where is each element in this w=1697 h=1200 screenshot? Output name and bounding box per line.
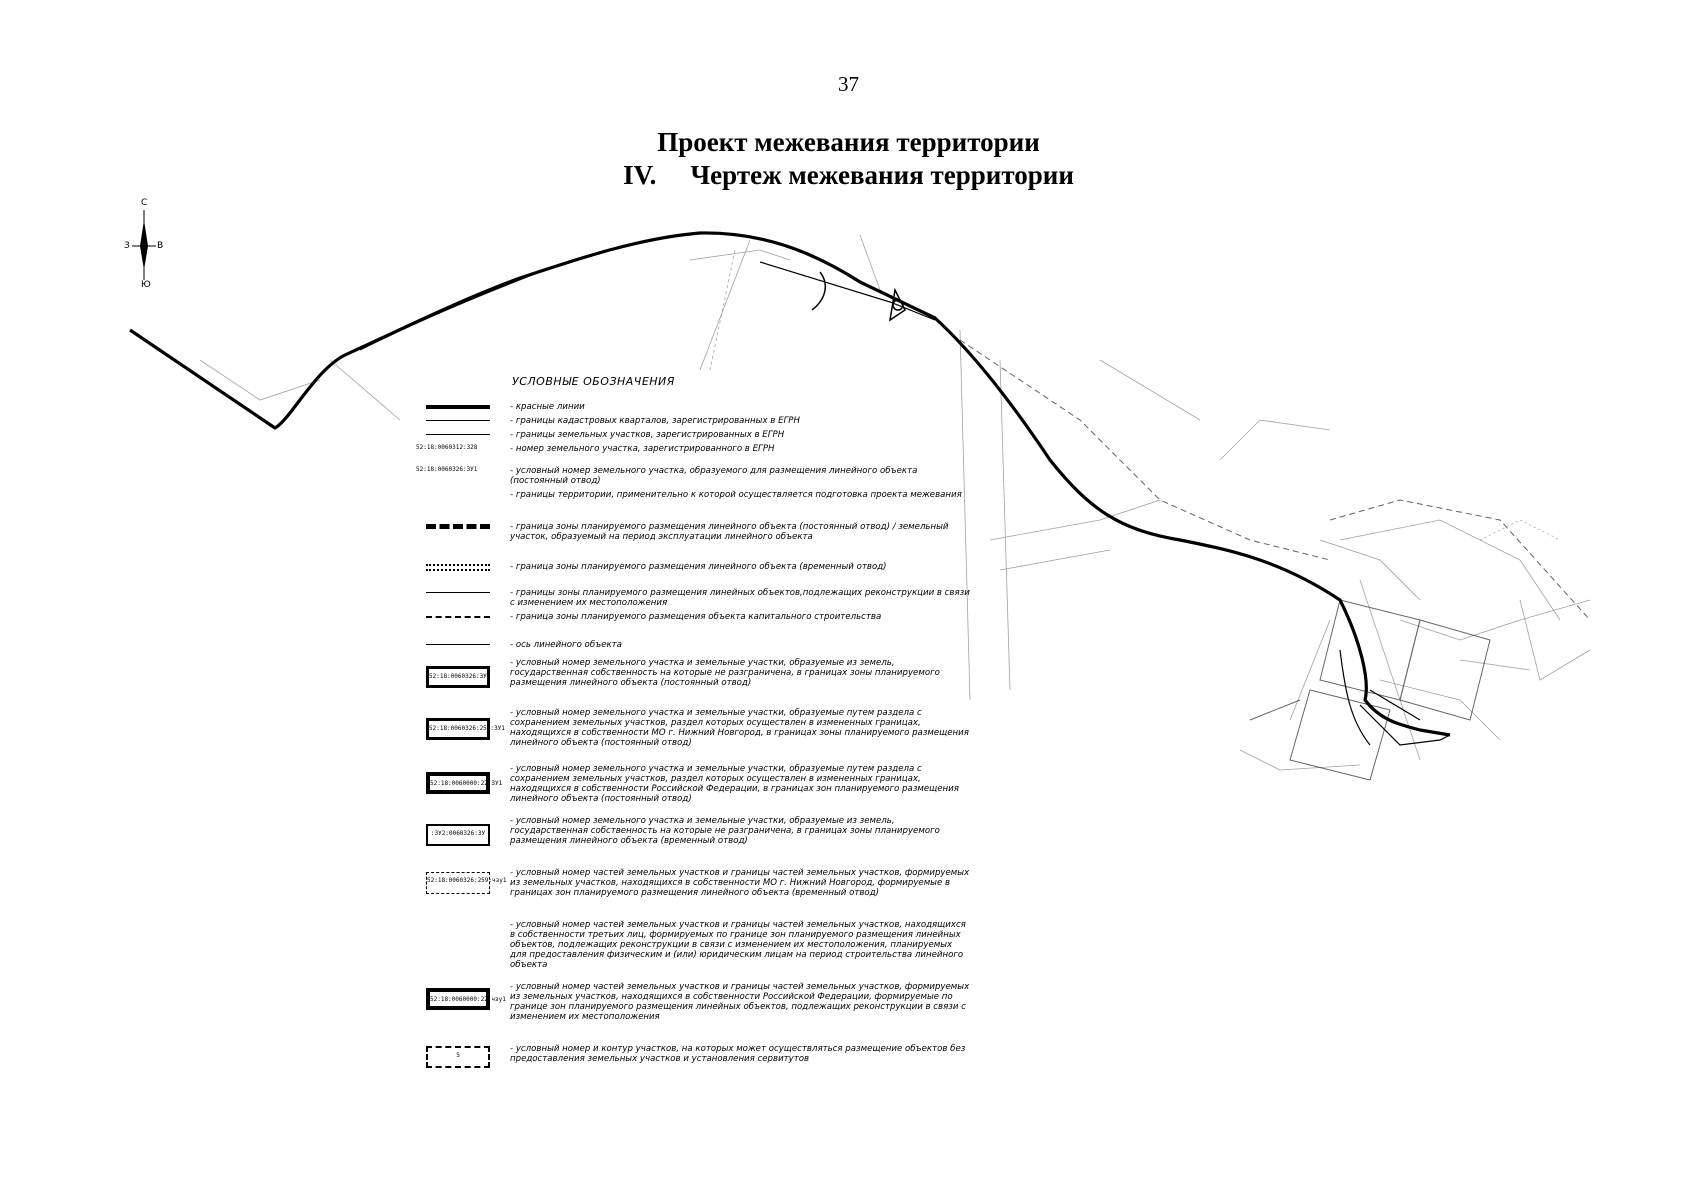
legend-item-text: - условный номер земельного участка и земельные участки, образуемые путем раздела с сохранением земельных участков, раздел которых осуществлен в измененных границах, находящихся в собственности Российской Федерации, в границах зон планируемого размещения линейного объекта (постоянный отвод) bbox=[510, 764, 959, 804]
compass-west: З bbox=[124, 241, 130, 251]
section-title: Чертеж межевания территории bbox=[690, 160, 1074, 190]
parcel-code-box: 52:18:0060326:259:ЗУ1 bbox=[426, 718, 490, 740]
compass-east: В bbox=[157, 241, 164, 251]
legend-item-text: - условный номер частей земельных участков и границы частей земельных участков, формируемых из земельных участков, находящихся в собственности Российской Федерации, формируемые по границе зон планируемого размещения линейных объектов, подлежащих реконструкции в связи с изменением их местоположения bbox=[510, 982, 970, 1022]
territory-dashed-boundary bbox=[960, 340, 1590, 620]
parcel-part-code-box: 52:18:0060326:259:чзу1 bbox=[426, 872, 490, 894]
parcel-part-code-box: 52:18:0060000:22:чзу1 bbox=[426, 988, 490, 1010]
legend-item-text: - условный номер земельного участка и земельные участки, образуемые путем раздела с сохранением земельных участков, раздел которых осуществлен в измененных границах, находящихся в собственности МО г. Нижний Новгород, в границах зоны планируемого размещения линейного объекта (постоянный отвод) bbox=[510, 708, 969, 748]
legend-item-text: - условный номер земельного участка и земельные участки, образуемые из земель, государственная собственность на которые не разграничена, в границах зоны планируемого размещения линейного объекта (постоянный отвод) bbox=[510, 658, 940, 688]
legend-item-text: - условный номер частей земельных участков и границы частей земельных участков, находящихся в собственности третьих лиц, формируемых по границе зон планируемого размещения линейных объектов, подлежащих реконструкции в связи с изменением их местоположения, планируемых для предоставления физическим и (или) юридическим лицам на период строительства линейного объекта bbox=[510, 920, 966, 970]
compass-south: Ю bbox=[141, 280, 151, 290]
legend-item-text: - граница зоны планируемого размещения линейного объекта (постоянный отвод) / земельный участок, образуемый на период эксплуатации линейного объекта bbox=[510, 522, 949, 542]
legend-item-text: - границы зоны планируемого размещения линейных объектов,подлежащих реконструкции в связи с изменением их местоположения bbox=[510, 588, 970, 608]
legend-item-text: - номер земельного участка, зарегистрированного в ЕГРН bbox=[510, 444, 775, 454]
legend-item-text: - условный номер частей земельных участков и границы частей земельных участков, формируемых из земельных участков, находящихся в собственности МО г. Нижний Новгород, формируемые в границах зон планируемого размещения линейного объекта (временный отвод) bbox=[510, 868, 970, 898]
legend-title: УСЛОВНЫЕ ОБОЗНАЧЕНИЯ bbox=[512, 375, 675, 388]
legend-item-text: - ось линейного объекта bbox=[510, 640, 622, 650]
compass-north: С bbox=[141, 198, 148, 208]
legend-item-text: - условный номер и контур участков, на которых может осуществляться размещение объектов без предоставления земельных участков и установления сервитутов bbox=[510, 1044, 966, 1064]
parcel-code-box: 52:18:0060326:ЗУ1 bbox=[426, 666, 490, 688]
legend-item-text: - границы территории, применительно к которой осуществляется подготовка проекта межевания bbox=[510, 490, 962, 500]
parcel-code-box: :ЗУ2:0060326:ЗУ bbox=[426, 824, 490, 846]
legend-item-text: - границы земельных участков, зарегистрированных в ЕГРН bbox=[510, 430, 785, 440]
legend-item-text: - красные линии bbox=[510, 402, 585, 412]
page-title: Проект межевания территории bbox=[657, 127, 1040, 157]
legend-item-text: - граница зоны планируемого размещения объекта капитального строительства bbox=[510, 612, 882, 622]
legend-item-text: - условный номер земельного участка и земельные участки, образуемые из земель, государственная собственность на которые не разграничена, в границах зоны планируемого размещения линейного объекта (временный отвод) bbox=[510, 816, 940, 846]
legend-item-text: - условный номер земельного участка, образуемого для размещения линейного объекта (постоянный отвод) bbox=[510, 466, 918, 486]
legend-item-text: - границы кадастровых кварталов, зарегистрированных в ЕГРН bbox=[510, 416, 800, 426]
legend-item-text: - граница зоны планируемого размещения линейного объекта (временный отвод) bbox=[510, 562, 887, 572]
parcel-code-box: 52:18:0060000:22:ЗУ1 bbox=[426, 772, 490, 794]
parcel-code-label: 52:18:0060312:328 bbox=[416, 444, 478, 451]
servitude-code-box: 5 bbox=[426, 1046, 490, 1068]
section-number: IV. bbox=[623, 160, 657, 190]
faint-parcel-lines bbox=[200, 235, 1590, 770]
page-number: 37 bbox=[838, 72, 859, 96]
parcel-code-label: 52:18:0060326:ЗУ1 bbox=[416, 466, 478, 473]
